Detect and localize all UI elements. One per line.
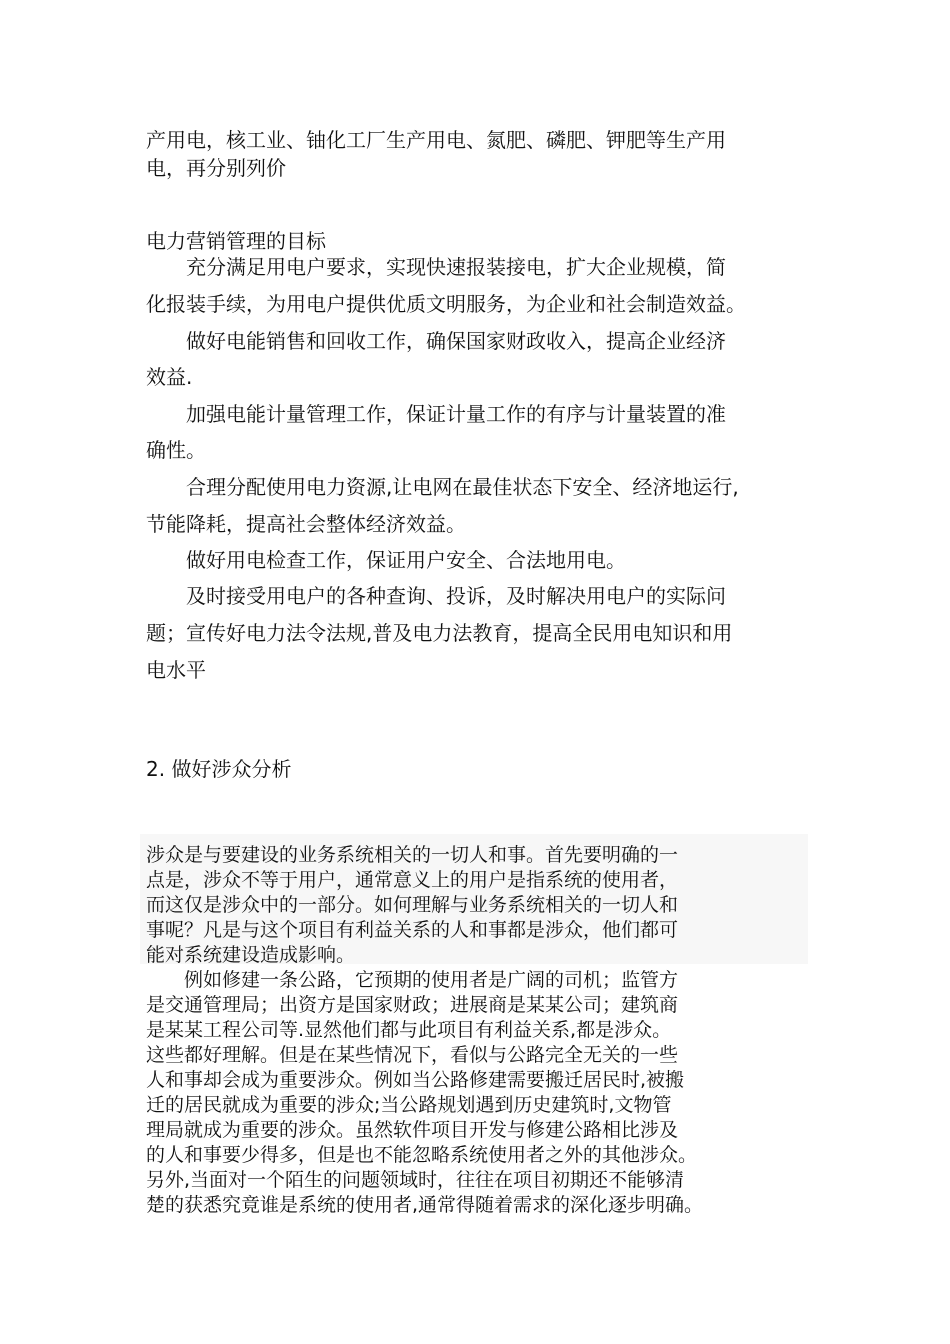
paragraph-line: 而这仅是涉众中的一部分。如何理解与业务系统相关的一切人和	[146, 894, 679, 916]
paragraph-line: 是交通管理局；出资方是国家财政；进展商是某某公司；建筑商	[146, 994, 679, 1016]
paragraph-line: 做好用电检查工作，保证用户安全、合法地用电。	[146, 548, 626, 572]
paragraph-line: 例如修建一条公路，它预期的使用者是广阔的司机；监管方	[146, 969, 679, 991]
paragraph-line: 这些都好理解。但是在某些情况下，看似与公路完全无关的一些	[146, 1044, 679, 1066]
intro-line: 电，再分别列价	[146, 156, 286, 180]
paragraph-line: 及时接受用电户的各种查询、投诉，及时解决用电户的实际问	[146, 584, 726, 608]
section-heading: 电力营销管理的目标	[146, 229, 326, 253]
paragraph-line: 的人和事要少得多，但是也不能忽略系统使用者之外的其他涉众。	[146, 1144, 698, 1166]
paragraph-line: 充分满足用电户要求，实现快速报装接电，扩大企业规模，简	[146, 255, 726, 279]
paragraph-line: 楚的获悉究竟谁是系统的使用者,通常得随着需求的深化逐步明确。	[146, 1194, 704, 1216]
paragraph-line: 涉众是与要建设的业务系统相关的一切人和事。首先要明确的一	[146, 844, 679, 866]
paragraph-line: 合理分配使用电力资源,让电网在最佳状态下安全、经济地运行,	[146, 475, 739, 499]
paragraph-line: 加强电能计量管理工作，保证计量工作的有序与计量装置的准	[146, 402, 726, 426]
paragraph-line: 能对系统建设造成影响。	[146, 944, 356, 966]
paragraph-line: 事呢？凡是与这个项目有利益关系的人和事都是涉众，他们都可	[146, 919, 679, 941]
section-heading: 2. 做好涉众分析	[146, 757, 292, 781]
paragraph-line: 效益.	[146, 365, 193, 389]
paragraph-line: 另外,当面对一个陌生的问题领域时，往往在项目初期还不能够清	[146, 1169, 685, 1191]
paragraph-line: 做好电能销售和回收工作，确保国家财政收入，提高企业经济	[146, 329, 726, 353]
paragraph-line: 确性。	[146, 438, 206, 462]
paragraph-line: 人和事却会成为重要涉众。例如当公路修建需要搬迁居民时,被搬	[146, 1069, 685, 1091]
paragraph-line: 节能降耗，提高社会整体经济效益。	[146, 512, 466, 536]
paragraph-line: 是某某工程公司等.显然他们都与此项目有利益关系,都是涉众。	[146, 1019, 672, 1041]
paragraph-line: 理局就成为重要的涉众。虽然软件项目开发与修建公路相比涉及	[146, 1119, 679, 1141]
intro-line: 产用电，核工业、铀化工厂生产用电、氮肥、磷肥、钾肥等生产用	[146, 128, 726, 152]
paragraph-line: 题；宣传好电力法令法规,普及电力法教育，提高全民用电知识和用	[146, 621, 733, 645]
paragraph-line: 点是，涉众不等于用户，通常意义上的用户是指系统的使用者，	[146, 869, 679, 891]
paragraph-line: 迁的居民就成为重要的涉众;当公路规划遇到历史建筑时,文物管	[146, 1094, 672, 1116]
paragraph-line: 化报装手续，为用电户提供优质文明服务，为企业和社会制造效益。	[146, 292, 746, 316]
paragraph-line: 电水平	[146, 658, 206, 682]
